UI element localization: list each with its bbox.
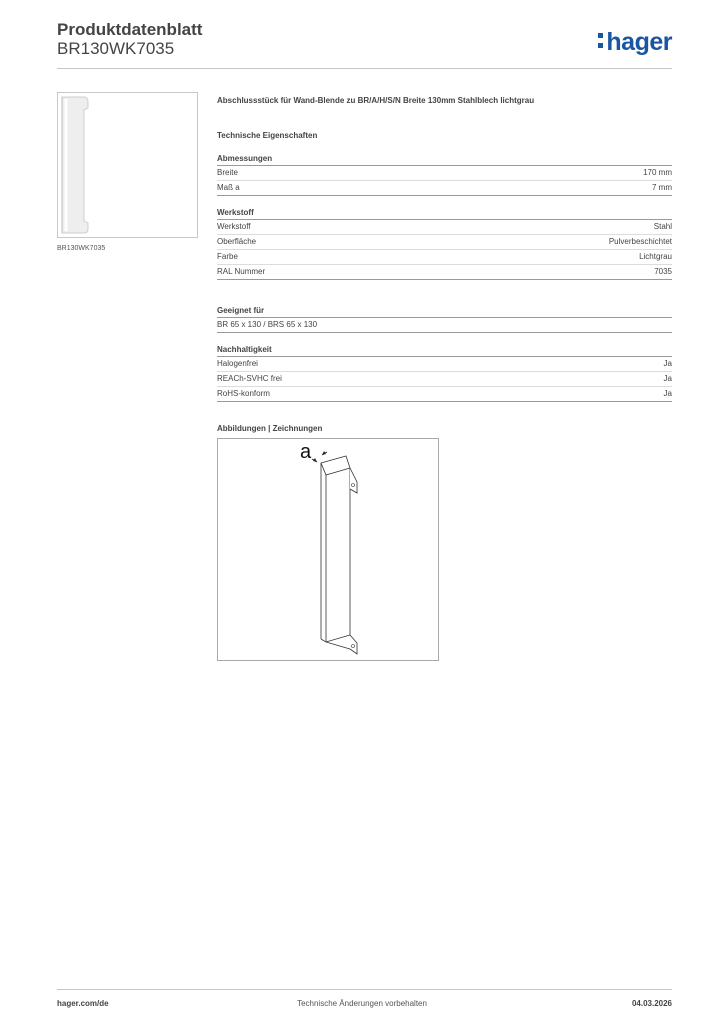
table-row — [217, 357, 672, 372]
table-row — [217, 250, 672, 265]
row-label: BR 65 x 130 / BRS 65 x 130 — [217, 320, 318, 329]
main-content — [217, 96, 672, 661]
footer-website-link[interactable]: hager.com/de — [57, 999, 109, 1008]
logo-dots-icon — [598, 28, 604, 53]
section-nachhaltigkeit — [217, 345, 672, 402]
row-label: RAL Nummer — [217, 267, 266, 276]
section-abmessungen — [217, 154, 672, 196]
hager-logo — [598, 28, 672, 57]
row-value: Stahl — [653, 222, 672, 231]
thumbnail-caption: BR130WK7035 — [57, 245, 106, 252]
footer-divider — [57, 989, 672, 990]
row-value: 7035 — [654, 267, 672, 276]
row-label: Breite — [217, 168, 238, 177]
row-value: 7 mm — [652, 183, 672, 192]
product-photo-icon — [58, 93, 197, 237]
product-description: Abschlussstück für Wand-Blende zu BR/A/H/S/N Breite 130mm Stahlblech lichtgrau — [217, 96, 535, 105]
technical-drawing — [217, 438, 439, 661]
section-title: Abmessungen — [217, 154, 672, 166]
page-title: Produktdatenblatt — [57, 20, 203, 39]
end-piece-drawing-icon — [218, 439, 438, 660]
section-geeignet — [217, 306, 672, 333]
footer-notice: Technische Änderungen vorbehalten — [297, 999, 427, 1008]
table-row — [217, 387, 672, 402]
table-row — [217, 181, 672, 196]
header-divider — [57, 68, 672, 69]
table-row — [217, 166, 672, 181]
section-werkstoff — [217, 208, 672, 280]
logo-text: hager — [606, 28, 672, 56]
product-code: BR130WK7035 — [57, 39, 175, 58]
table-row — [217, 372, 672, 387]
row-label: Oberfläche — [217, 237, 257, 246]
figures-heading: Abbildungen | Zeichnungen — [217, 424, 323, 433]
row-value: Pulverbeschichtet — [608, 237, 672, 246]
row-label: Werkstoff — [217, 222, 251, 231]
product-thumbnail — [57, 92, 198, 238]
table-row — [217, 265, 672, 280]
section-title: Nachhaltigkeit — [217, 345, 672, 357]
table-row — [217, 235, 672, 250]
row-value: 170 mm — [643, 168, 672, 177]
row-label: Farbe — [217, 252, 238, 261]
row-value: Ja — [663, 374, 672, 383]
tech-heading: Technische Eigenschaften — [217, 131, 318, 140]
table-row — [217, 220, 672, 235]
section-title: Geeignet für — [217, 306, 672, 318]
row-label: Maß a — [217, 183, 240, 192]
dimension-label-a: a — [300, 441, 312, 463]
table-row — [217, 318, 672, 333]
row-value: Lichtgrau — [639, 252, 672, 261]
row-label: RoHS-konform — [217, 389, 270, 398]
row-label: REACh-SVHC frei — [217, 374, 282, 383]
row-value: Ja — [663, 389, 672, 398]
row-value: Ja — [663, 359, 672, 368]
section-title: Werkstoff — [217, 208, 672, 220]
row-label: Halogenfrei — [217, 359, 258, 368]
footer-date: 04.03.2026 — [631, 999, 672, 1008]
